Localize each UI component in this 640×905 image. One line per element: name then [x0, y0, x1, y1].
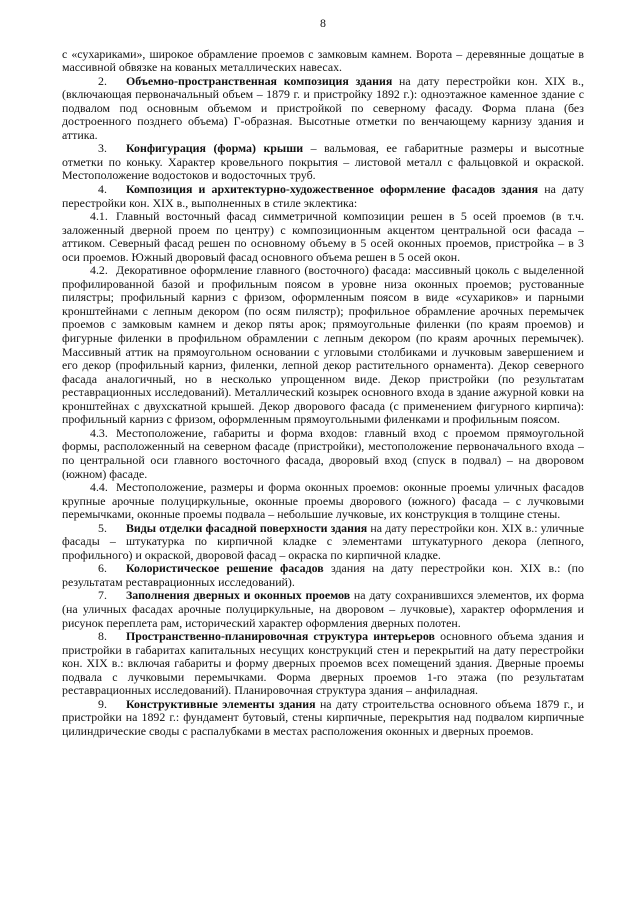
intro-paragraph: с «сухариками», широкое обрамление проемов с замковым камнем. Ворота – деревянные дощатые в массивной обвязке на кованых металлических навесах. — [62, 46, 584, 75]
item-title: Конструктивные элементы здания — [126, 696, 316, 711]
subitem-number: 4.2. — [90, 263, 108, 278]
item-title: Композиция и архитектурно-художественное оформление фасадов здания — [126, 182, 539, 197]
item-title: Пространственно-планировочная структура интерьеров — [126, 629, 435, 644]
item-text: на дату сохранившихся элементов, их форма (на уличных фасадах арочные полуциркульные, на дворовом – лучковые), характер оформления и рисунок переплета рам, исторический характер оформления дверных полотен. — [62, 588, 584, 630]
item-number: 2. — [98, 73, 107, 88]
item-title: Объемно-пространственная композиция здания — [126, 73, 393, 88]
subitem-4-1 — [62, 210, 584, 264]
subitem-4-2 — [62, 264, 584, 427]
item-number: 9. — [98, 696, 107, 711]
subitem-number: 4.4. — [90, 480, 108, 495]
subitem-number: 4.1. — [90, 209, 108, 224]
item-text: основного объема здания и пристройки в габаритах капитальных несущих конструкций стен и перекрытий на дату перестройки кон. XIX в.: включая габариты и форму дверных проемов всех помещений здания. Дверные проемы подвала с лучковыми перемычками. Форма дверных проемов 1-го этажа (по результатам реставрационных исследований). Планировочная структура здания – анфиладная. — [62, 629, 584, 698]
item-title: Конфигурация (форма) крыши — [126, 141, 304, 156]
item-3 — [62, 142, 584, 183]
item-number: 7. — [98, 588, 107, 603]
item-text: здания на дату перестройки кон. XIX в.: (по результатам реставрационных исследований). — [62, 561, 584, 589]
subitem-text: Местоположение, размеры и форма оконных проемов: оконные проемы уличных фасадов крупные арочные полуциркульные, оконные проемы дворового (южного) фасада – с лучковыми перемычками, оконные проемы подвала – небольшие лучковые, их конструкция в толщине стены. — [62, 480, 584, 522]
subitem-text: Декоративное оформление главного (восточного) фасада: массивный цоколь с выделенной профилированной базой и профильным поясом в уровне низа оконных проемов; рустованные пилястры; профильный карниз с фризом, оформленным поясом в виде «сухариков» и парными кронштейнами с лепным декором (по осям пилястр); профильное обрамление арочных перемычек проемов с замковым камнем и декор пяты арок; прямоугольные филенки (по краям проемов) и фигурные филенки в профильном обрамлении с лепным декором (по краям арочных перемычек). Массивный аттик на прямоугольном основании с угловыми столбиками и лучковым завершением и его декор (профильный карниз, филенки, лепной декор растительного орнамента). Декор северного фасада аналогичный, но в несколько упрощенном виде. Декор пристройки (по результатам реставрационных исследований). Металлический козырек основного входа в здание ажурной ковки на кронштейнах с двухскатной крышей. Декор дворового фасада (с применением фигурного кирпича): профильный карниз с фризом, оформленным прямоугольными филенками и профильным поясом. — [62, 263, 584, 427]
item-number: 8. — [98, 629, 107, 644]
item-text: на дату перестройки кон. XIX в., (включающая первоначальный объем – 1879 г. и пристройку 1892 г.): одноэтажное каменное здание с подвалом под основным объемом и пристройкой по северному фасаду. Форма плана (без достроенного позднего объема) Г-образная. Высотные отметки по венчающему карнизу здания и аттика. — [62, 73, 584, 142]
subitem-number: 4.3. — [90, 425, 108, 440]
subitem-text: Главный восточный фасад симметричной композиции решен в 5 осей проемов (в т.ч. заложенный дверной проем по центру) с композиционным акцентом центральной оси фасада – аттиком. Северный фасад решен по основному объему в 5 осей оконных проемов, пристройка – в 3 оси проемов. Южный дворовый фасад основного объема решен в 5 осей окон. — [62, 209, 584, 264]
item-number: 3. — [98, 141, 107, 156]
item-6 — [62, 562, 584, 589]
subitem-4-3 — [62, 427, 584, 481]
item-text: на дату перестройки кон. XIX в.: уличные фасады – штукатурка по кирпичной кладке с элементами штукатурного декора (лепного, профильного) и окраской, дворовой фасад – окраска по кирпичной кладке. — [62, 520, 584, 562]
item-8 — [62, 630, 584, 698]
item-title: Заполнения дверных и оконных проемов — [126, 588, 351, 603]
document-page — [62, 17, 584, 738]
item-number: 4. — [98, 182, 107, 197]
item-title: Колористическое решение фасадов — [126, 561, 324, 576]
item-text: – вальмовая, ее габаритные размеры и высотные отметки по коньку. Характер кровельного покрытия – листовой металл с фальцовкой и окраской. Местоположение водостоков и водосточных труб. — [62, 141, 584, 183]
item-2 — [62, 75, 584, 143]
item-text: на дату перестройки кон. XIX в., выполненных в стиле эклектика: — [62, 182, 585, 210]
item-7 — [62, 589, 584, 630]
item-text: на дату строительства основного объема 1879 г., и пристройки на 1892 г.: фундамент бутовый, стены кирпичные, перекрытия над подвалом кирпичные цилиндрические своды с распалубками в местах расположения оконных и дверных проемов. — [62, 696, 584, 738]
item-number: 5. — [98, 520, 107, 535]
item-number: 6. — [98, 561, 107, 576]
item-5 — [62, 522, 584, 563]
page-number: 8 — [320, 16, 326, 30]
item-4 — [62, 183, 584, 210]
item-9 — [62, 698, 584, 739]
item-title: Виды отделки фасадной поверхности здания — [126, 520, 368, 535]
subitem-4-4 — [62, 481, 584, 522]
subitem-text: Местоположение, габариты и форма входов: главный вход с проемом прямоугольной формы, расположенный на северном фасаде (пристройки), местоположение первоначального входа – по центральной оси главного восточного фасада, дворовый вход (спуск в подвал) – на дворовом (южном) фасаде. — [62, 425, 584, 481]
